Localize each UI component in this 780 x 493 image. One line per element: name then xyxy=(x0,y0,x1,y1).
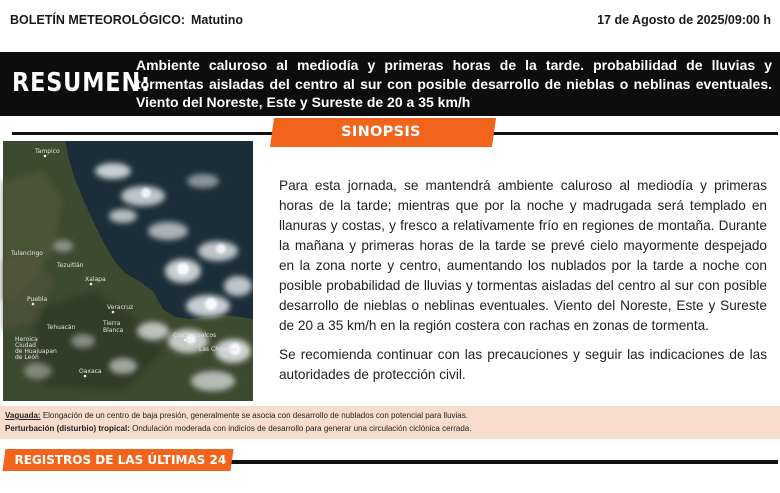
map-label-tampico: Tampico xyxy=(35,148,60,155)
glossary-definition: Ondulación moderada con indicios de desarrollo para generar una circulación ciclónica cerrada. xyxy=(132,423,472,433)
glossary-term: Perturbación (disturbio) tropical: xyxy=(5,423,130,433)
map-label-tezuitlan: Tezuitlán xyxy=(57,262,84,269)
map-label-tehuacan: Tehuacán xyxy=(47,324,76,331)
map-label-xalapa: Xalapa xyxy=(85,276,106,283)
map-label-tulancingo: Tulancingo xyxy=(11,250,43,257)
map-label-oaxaca: Oaxaca xyxy=(79,368,102,375)
bulletin-header xyxy=(0,0,780,44)
records-title-text: REGISTROS DE LAS ÚLTIMAS 24 HORAS xyxy=(14,453,227,489)
map-label-puebla: Puebla xyxy=(27,296,48,303)
bulletin-date: 17 de Agosto de 2025/09:00 h xyxy=(597,13,771,27)
map-label-veracruz: Veracruz xyxy=(107,304,134,311)
satellite-map xyxy=(3,141,253,401)
sinopsis-paragraph: Se recomienda continuar con las precauciones y seguir las indicaciones de las autoridades de protección civil. xyxy=(279,347,767,382)
map-label-las-choapas: Las Choapas xyxy=(199,346,238,353)
glossary-term: Vaguada: xyxy=(5,411,41,420)
satellite-image xyxy=(3,141,253,401)
bulletin-title xyxy=(10,13,243,27)
glossary-definition: Elongación de un centro de baja presión, generalmente se asocia con desarrollo de nublados con potencial para lluvias. xyxy=(42,411,468,420)
sinopsis-paragraph: Para esta jornada, se mantendrá ambiente caluroso al mediodía y primeras horas de la tarde; mientras que por la noche y madrugada será templado en llanuras y costas, y fresco a relativamente frío en regiones de montaña. Durante la mañana y primeras horas de la tarde se prevé cielo mayormente despejado en la zona norte y centro, aumentando los nublados por la tarde a noche con posible probabilidad de lluvias y tormentas aisladas del centro al sur con posible desarrollo de nieblas o neblinas eventuales. Viento del Noreste, Este y Sureste de 20 a 35 km/h en la región costera con rachas en zonas de tormenta. xyxy=(279,178,767,333)
map-label-heroica-4: de León xyxy=(15,354,39,361)
glossary-entry xyxy=(5,410,775,423)
map-label-coatzacoalcos: Coatzacoalcos xyxy=(173,332,217,339)
map-label-heroica-3: de Huajuapan xyxy=(15,348,57,355)
sinopsis-title xyxy=(270,118,496,169)
records-title xyxy=(2,449,233,489)
glossary-entry xyxy=(5,423,775,436)
bulletin-type: Matutino xyxy=(191,13,244,27)
summary-label: RESUMEN: xyxy=(12,68,151,98)
summary-bar xyxy=(0,52,780,116)
sinopsis-title-text: SINOPSIS METEOROLÓGICA xyxy=(308,124,453,169)
map-label-heroica-1: Heroica xyxy=(15,336,38,343)
glossary-box xyxy=(0,406,780,439)
bulletin-label: BOLETÍN METEOROLÓGICO: xyxy=(10,13,185,27)
sinopsis-body xyxy=(279,176,767,385)
map-label-tierra-blanca: Tierra xyxy=(103,320,121,327)
map-label-tierra-blanca-2: Blanca xyxy=(103,327,124,334)
summary-text: Ambiente caluroso al mediodía y primeras horas de la tarde. probabilidad de lluvias y tormentas aisladas del centro al sur con posible desarrollo de nieblas o neblinas eventuales. Viento del Noreste, Este y Sureste de 20 a 35 km/h xyxy=(136,57,772,111)
map-label-heroica-2: Ciudad xyxy=(15,342,36,349)
